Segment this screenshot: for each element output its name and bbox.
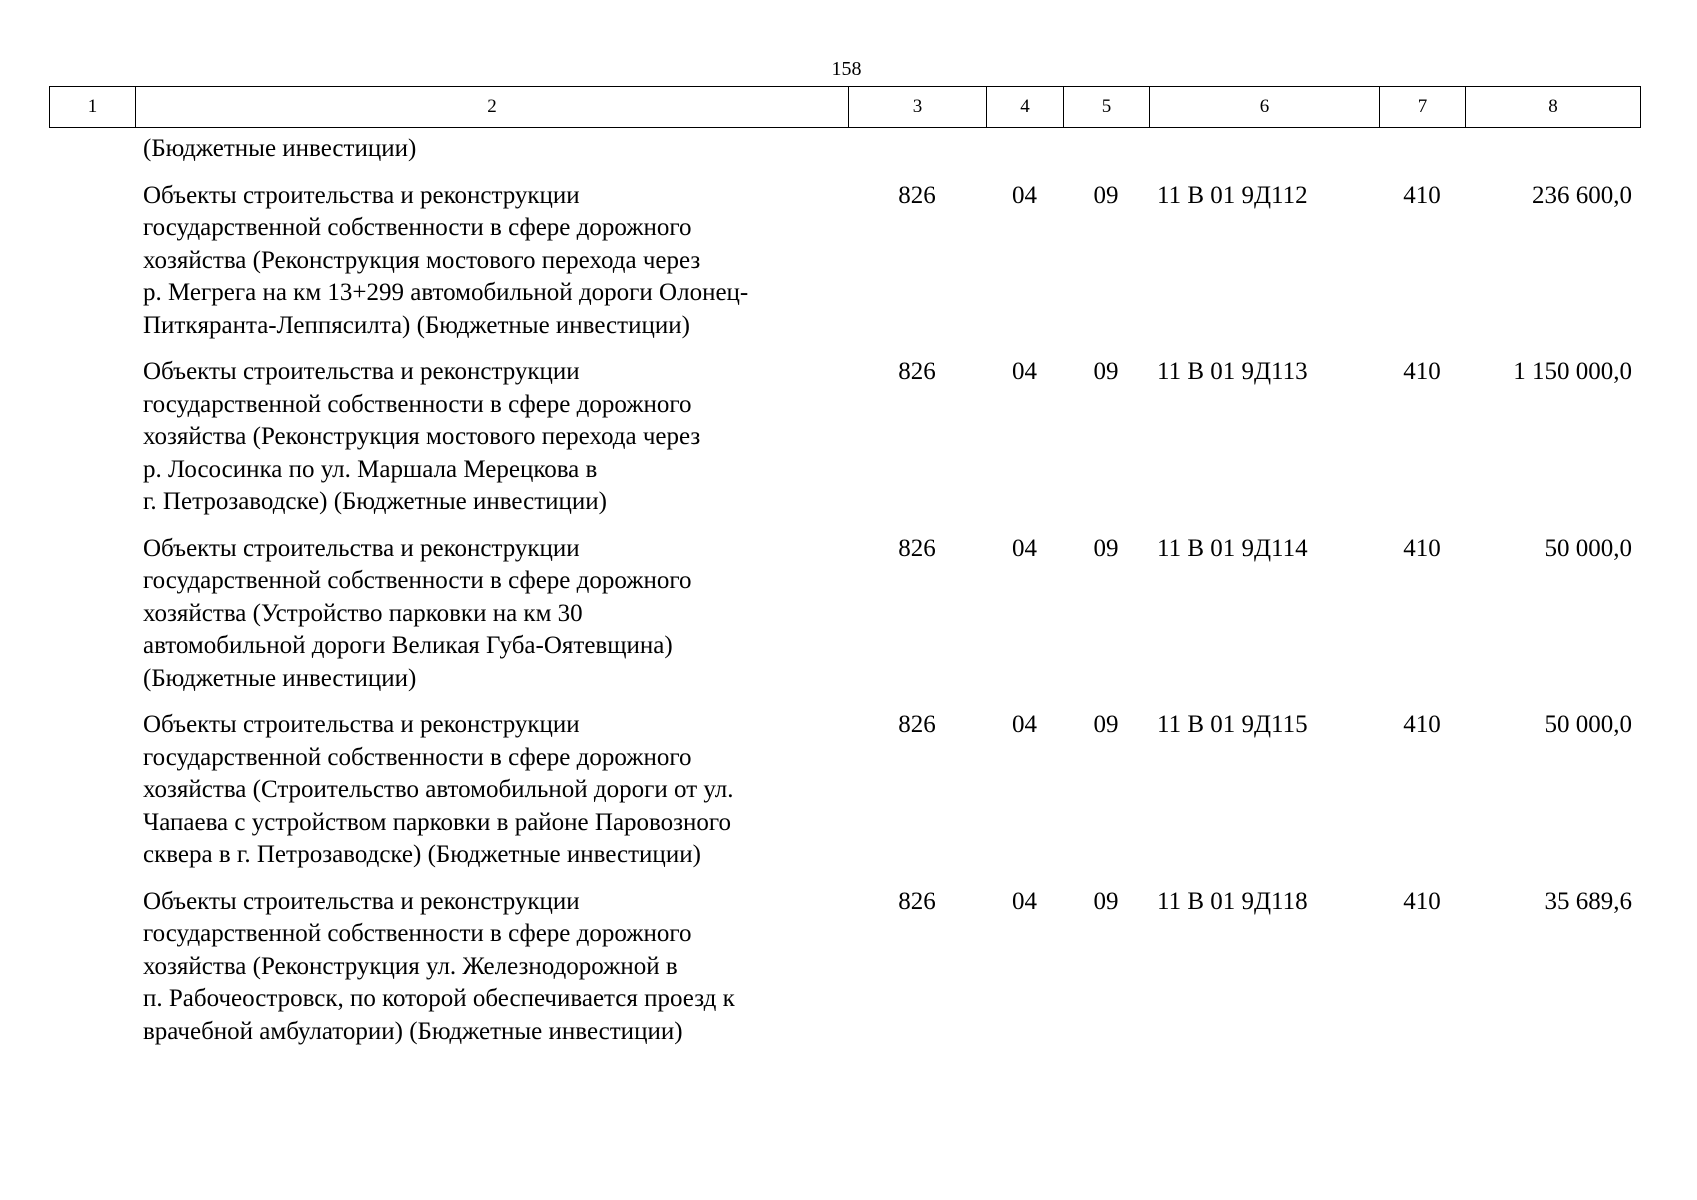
continuation-text: (Бюджетные инвестиции) [143, 135, 417, 162]
row-description: Объекты строительства и реконструкции государственной собственности в сфере дорожного хозяйства (Строительство автомобильной дороги от ул. Чапаева с устройством парковки в районе Паровозного сквера в г. Петрозаводске) (Бюджетные инвестиции) [143, 711, 734, 868]
column-header-row [50, 87, 1641, 128]
column-header-8: 8 [1466, 87, 1641, 128]
row-col7: 410 [1403, 711, 1441, 738]
row-col6: 11 В 01 9Д115 [1157, 711, 1308, 738]
column-header-3: 3 [849, 87, 987, 128]
row-description: Объекты строительства и реконструкции государственной собственности в сфере дорожного хозяйства (Устройство парковки на км 30 автомобильной дороги Великая Губа-Оятевщина) (Бюджетные инвестиции) [143, 534, 692, 692]
row-col8: 35 689,6 [1544, 887, 1632, 915]
table-row [49, 709, 1640, 886]
row-col5: 09 [1093, 534, 1119, 562]
row-col3: 826 [898, 358, 936, 385]
column-header-6: 6 [1150, 87, 1380, 128]
column-header-5: 5 [1064, 87, 1150, 128]
table-row [49, 180, 1640, 357]
row-col4: 04 [1012, 887, 1037, 915]
page-number [0, 58, 1697, 81]
column-header-7: 7 [1380, 87, 1466, 128]
row-col3: 826 [898, 887, 936, 915]
continuation-row [49, 133, 1640, 180]
column-header-1: 1 [50, 87, 136, 128]
row-col6: 11 В 01 9Д113 [1157, 358, 1308, 385]
page-number-text: 158 [831, 58, 862, 80]
row-col8: 50 000,0 [1544, 534, 1632, 562]
row-col6: 11 В 01 9Д114 [1157, 534, 1308, 562]
row-col5: 09 [1093, 181, 1119, 209]
row-col7: 410 [1403, 358, 1441, 385]
row-col6: 11 В 01 9Д112 [1157, 181, 1308, 209]
row-col8: 50 000,0 [1544, 711, 1632, 738]
row-col5: 09 [1093, 358, 1119, 385]
row-col5: 09 [1093, 887, 1119, 915]
row-col5: 09 [1093, 711, 1119, 738]
table-row [49, 356, 1640, 533]
row-col3: 826 [898, 181, 936, 209]
row-col7: 410 [1403, 181, 1441, 209]
column-header-2: 2 [136, 87, 849, 128]
row-col6: 11 В 01 9Д118 [1157, 887, 1308, 915]
row-col7: 410 [1403, 887, 1441, 915]
column-header-table [49, 86, 1641, 128]
row-description: Объекты строительства и реконструкции государственной собственности в сфере дорожного хозяйства (Реконструкция ул. Железнодорожной в п. Рабочеостровск, по которой обеспечивается проезд к врачебной амбулатории) (Бюджетные инвестиции) [143, 887, 735, 1045]
row-col4: 04 [1012, 358, 1037, 385]
column-header-4: 4 [987, 87, 1064, 128]
row-col4: 04 [1012, 711, 1037, 738]
row-description: Объекты строительства и реконструкции государственной собственности в сфере дорожного хозяйства (Реконструкция мостового перехода через р. Мегрега на км 13+299 автомобильной дороги Олонец- Питкяранта-Леппясилта) (Бюджетные инвестиции) [143, 181, 749, 339]
row-col4: 04 [1012, 534, 1037, 562]
row-col3: 826 [898, 711, 936, 738]
budget-table [49, 133, 1640, 1062]
row-col8: 236 600,0 [1532, 181, 1632, 209]
row-col8: 1 150 000,0 [1513, 358, 1632, 385]
row-col7: 410 [1403, 534, 1441, 562]
row-col4: 04 [1012, 181, 1037, 209]
table-row [49, 886, 1640, 1063]
row-description: Объекты строительства и реконструкции государственной собственности в сфере дорожного хозяйства (Реконструкция мостового перехода через р. Лососинка по ул. Маршала Мерецкова в г. Петрозаводске) (Бюджетные инвестиции) [143, 358, 701, 515]
table-row [49, 533, 1640, 710]
row-col3: 826 [898, 534, 936, 562]
